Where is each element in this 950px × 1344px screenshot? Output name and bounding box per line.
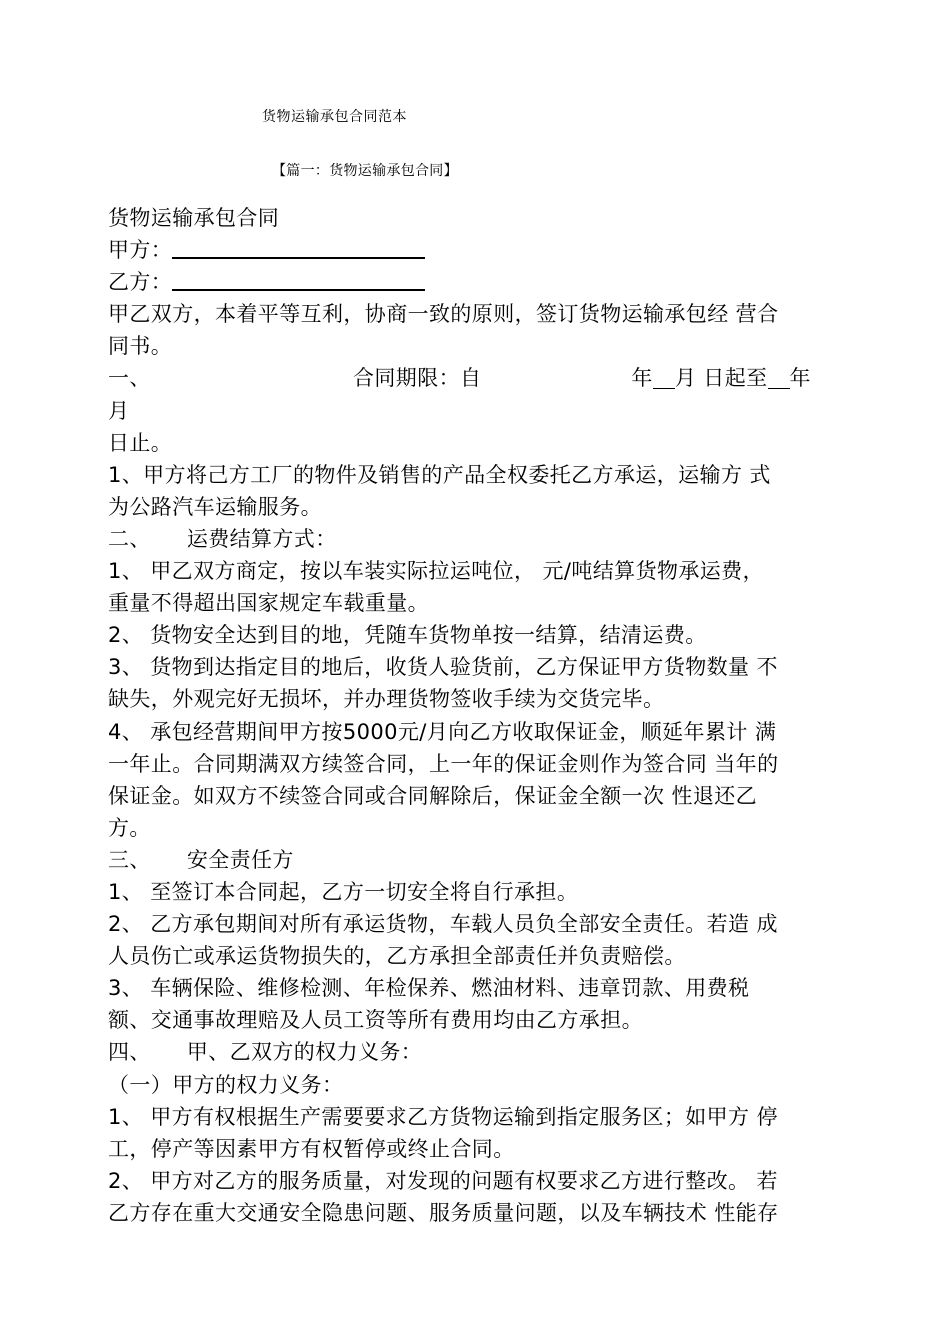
paragraph-line: 月 — [108, 398, 130, 423]
section-heading-text: 运费结算方式： — [186, 526, 337, 551]
paragraph-line: 2、 甲方对乙方的服务质量，对发现的问题有权要求乙方进行整改。 若 — [108, 1168, 778, 1193]
contract-heading: 货物运输承包合同 — [108, 206, 280, 230]
section-number: 三、 — [108, 847, 151, 872]
contract-body — [108, 202, 858, 1229]
paragraph-line: 4、 承包经营期间甲方按5000元/月向乙方收取保证金，顺延年累计 满 — [108, 719, 777, 744]
paragraph-line: 乙方存在重大交通安全隐患问题、服务质量问题，以及车辆技术 性能存 — [108, 1200, 779, 1225]
term-end-blank — [768, 366, 790, 389]
term-year-blank — [653, 366, 675, 389]
term-end-year: 年 — [789, 366, 811, 391]
term-number: 一、 — [108, 366, 151, 391]
paragraph-line: 1、 至签订本合同起，乙方一切安全将自行承担。 — [108, 879, 579, 904]
section-heading-text: 安全责任方 — [186, 847, 294, 872]
section-heading — [108, 523, 858, 555]
paragraph-line: 2、 货物安全达到目的地，凭随车货物单按一结算，结清运费。 — [108, 623, 707, 648]
party-a-line — [108, 234, 858, 266]
paragraph-line: 为公路汽车运输服务。 — [108, 494, 322, 519]
section-heading — [108, 844, 858, 876]
party-b-signature-blank — [172, 269, 425, 291]
party-a-signature-blank — [172, 237, 425, 259]
paragraph-line: 1、 甲乙双方商定，按以车装实际拉运吨位， 元/吨结算货物承运费， — [108, 559, 764, 584]
paragraph-line: 工，停产等因素甲方有权暂停或终止合同。 — [108, 1136, 515, 1161]
party-a-label: 甲方： — [108, 238, 173, 263]
paragraph-line: 缺失，外观完好无损坏，并办理货物签收手续为交货完毕。 — [108, 687, 665, 712]
section-number: 二、 — [108, 526, 151, 551]
paragraph-line: 2、 乙方承包期间对所有承运货物，车载人员负全部安全责任。若造 成 — [108, 912, 778, 937]
paragraph-line: 1、甲方将己方工厂的物件及销售的产品全权委托乙方承运，运输方 式 — [108, 462, 771, 487]
term-line — [108, 362, 858, 394]
paragraph-line: 保证金。如双方不续签合同或合同解除后，保证金全额一次 性退还乙 — [108, 783, 758, 808]
paragraph-line: 重量不得超出国家规定车载重量。 — [108, 591, 429, 616]
section-heading — [108, 1036, 858, 1068]
paragraph-line: 甲乙双方，本着平等互利，协商一致的原则，签订货物运输承包经 营合 — [108, 302, 779, 327]
term-label: 合同期限：自 — [353, 366, 482, 391]
paragraph-line: 1、 甲方有权根据生产需要要求乙方货物运输到指定服务区；如甲方 停 — [108, 1104, 778, 1129]
subsection-heading: （一）甲方的权力义务： — [108, 1072, 344, 1097]
section-title: 【篇一：货物运输承包合同】 — [272, 163, 458, 179]
section-heading-text: 甲、乙双方的权力义务： — [186, 1040, 423, 1065]
paragraph-line: 额、交通事故理赔及人员工资等所有费用均由乙方承担。 — [108, 1008, 643, 1033]
paragraph-line: 3、 车辆保险、维修检测、年检保养、燃油材料、违章罚款、用费税 — [108, 976, 750, 1001]
party-b-label: 乙方： — [108, 270, 173, 295]
term-year: 年 — [631, 366, 653, 391]
paragraph-line: 方。 — [108, 815, 151, 840]
paragraph-line: 日止。 — [108, 430, 173, 455]
document-title: 货物运输承包合同范本 — [262, 109, 407, 125]
paragraph-line: 3、 货物到达指定目的地后，收货人验货前，乙方保证甲方货物数量 不 — [108, 655, 778, 680]
term-month-day: 月 日起至 — [674, 366, 768, 391]
paragraph-line: 一年止。合同期满双方续签合同，上一年的保证金则作为签合同 当年的 — [108, 751, 779, 776]
party-b-line — [108, 266, 858, 298]
paragraph-line: 同书。 — [108, 334, 173, 359]
section-number: 四、 — [108, 1040, 151, 1065]
paragraph-line: 人员伤亡或承运货物损失的，乙方承担全部责任并负责赔偿。 — [108, 944, 686, 969]
